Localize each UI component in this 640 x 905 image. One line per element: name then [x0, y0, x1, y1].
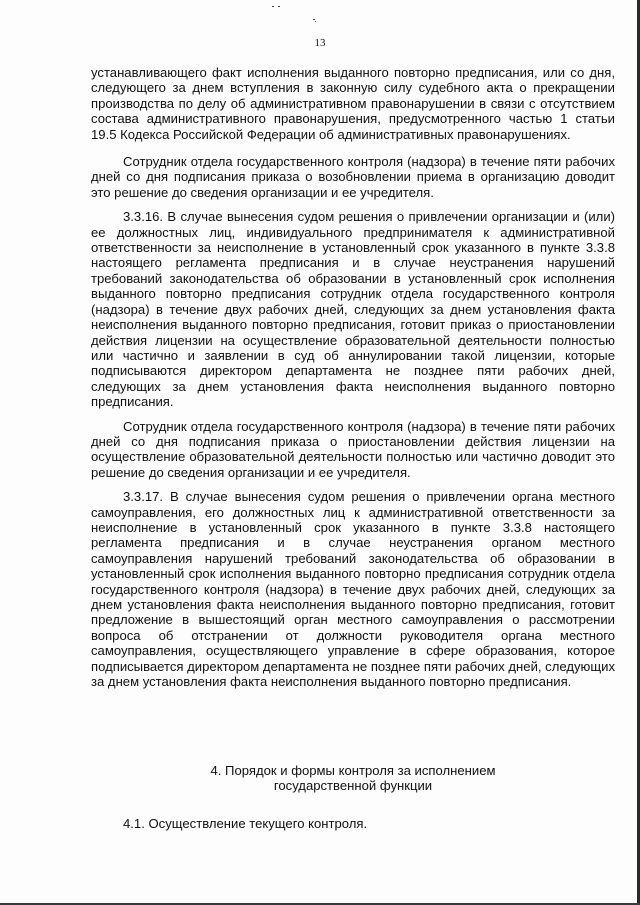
subsection-title: 4.1. Осуществление текущего контроля.: [123, 816, 368, 831]
paragraph-notification-resume: Сотрудник отдела государственного контроля (надзора) в течение пяти рабочих дней со дня подписания приказа о возобновлении приема в организацию доводит это решение до сведения организации и ее учредителя.: [91, 154, 615, 200]
scan-speck: [315, 21, 316, 22]
section-heading-line1: 4. Порядок и формы контроля за исполнением: [210, 763, 496, 778]
scan-speck: [278, 6, 280, 7]
paragraph-3-3-17: 3.3.17. В случае вынесения судом решения о привлечении органа местного самоуправления, его должностных лиц к административной ответственности за неисполнение в установленный срок указанного в пункте 3.3.8 настоящего регламента предписания и в случае неустранения органом местного самоуправления нарушений требований законодательства об образовании в установленный срок исполнения выданного повторно предписания сотрудник отдела государственного контроля (надзора) в течение двух рабочих дней, следующих за днем установления факта неисполнения выданного повторно предписания, готовит предложение в вышестоящий орган местного самоуправления о рассмотрении вопроса об отстранении от должности руководителя органа местного самоуправления, осуществляющего управление в сфере образования, которое подписывается директором департамента не позднее пяти рабочих дней, следующих за днем установления факта неисполнения выданного повторно предписания.: [91, 489, 615, 690]
scan-speck: [272, 6, 274, 7]
document-body: [91, 65, 615, 689]
paragraph-notification-suspend: Сотрудник отдела государственного контроля (надзора) в течение пяти рабочих дней со дня подписания приказа о приостановлении действия лицензии на осуществление образовательной деятельности полностью или частично доводит это решение до сведения организации и ее учредителя.: [91, 418, 615, 480]
page-number: 13: [314, 37, 326, 49]
scan-speck: [313, 19, 315, 20]
section-heading-line2: государственной функции: [273, 778, 433, 794]
paragraph-3-3-16: 3.3.16. В случае вынесения судом решения о привлечении организации и (или) ее должностных лиц, индивидуального предпринимателя к административной ответственности за неисполнение в установленный срок указанного в пункте 3.3.8 настоящего регламента предписания и в случае неустранения нарушений требований законодательства об образовании в установленный срок исполнения выданного повторно предписания сотрудник отдела государственного контроля (надзора) в течение двух рабочих дней, следующих за днем установления факта неисполнения выданного повторно предписания, готовит приказ о приостановлении действия лицензии на осуществление образовательной деятельности полностью или частично и заявлении в суд об аннулировании такой лицензии, которые подписываются директором департамента не позднее пяти рабочих дней, следующих за днем установления факта неисполнения выданного повторно предписания.: [91, 209, 615, 410]
section-heading: [91, 763, 615, 794]
paragraph-continuation: устанавливающего факт исполнения выданного повторно предписания, или со дня, следующего за днем вступления в законную силу судебного акта о прекращении производства по делу об административном правонарушении в связи с отсутствием состава административного правонарушения, предусмотренного частью 1 статьи 19.5 Кодекса Российской Федерации об административных правонарушениях.: [91, 65, 615, 142]
